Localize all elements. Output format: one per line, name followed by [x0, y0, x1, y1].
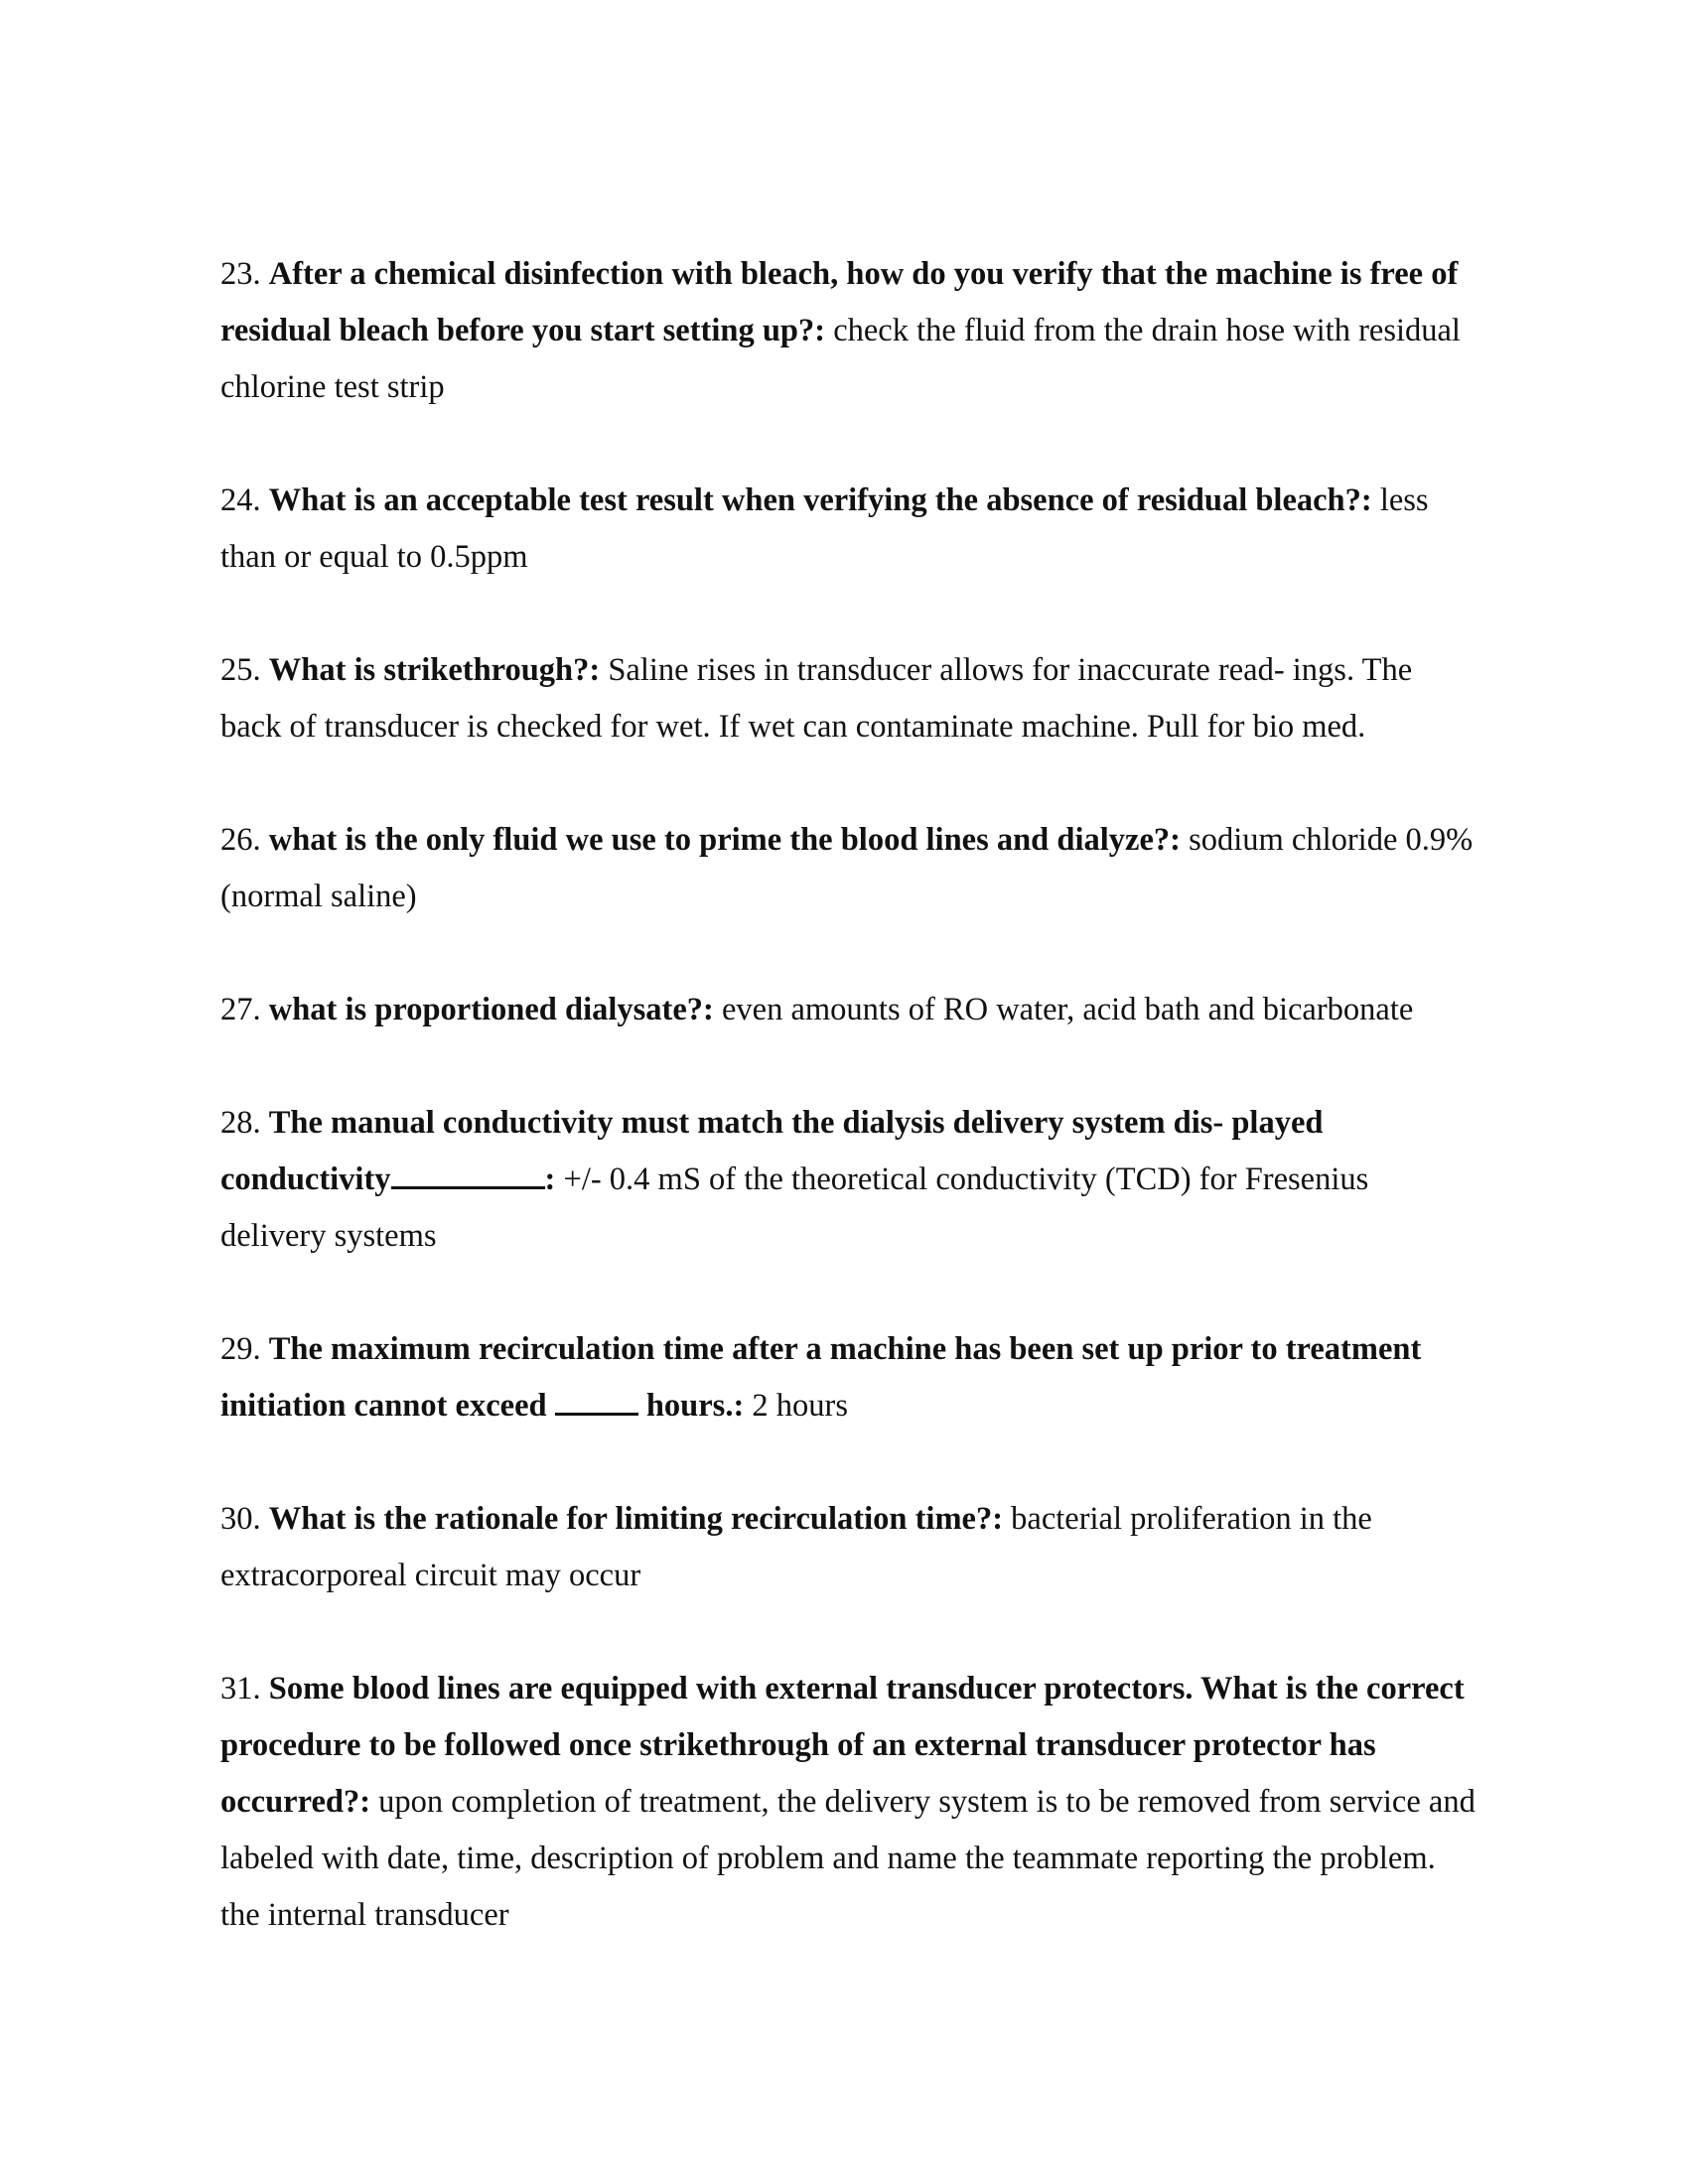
question-number: 25. — [220, 652, 261, 688]
answer-text: sodium chloride 0.9% (normal saline) — [220, 822, 1474, 914]
question-text-part1: The manual conductivity must match the dialysis delivery system dis- played conductivity — [220, 1105, 1324, 1197]
question-text-part1: The maximum recirculation time after a machine has been set up prior to treatment initiation cannot exceed — [220, 1331, 1422, 1424]
question-number: 29. — [220, 1331, 261, 1367]
qa-item-25 — [220, 642, 1479, 755]
question-text-part2: : — [544, 1161, 556, 1197]
qa-item-23 — [220, 246, 1479, 416]
question-text: what is the only fluid we use to prime the blood lines and dialyze?: — [268, 822, 1181, 858]
qa-item-24 — [220, 473, 1479, 586]
question-text: What is strikethrough?: — [268, 652, 601, 688]
qa-item-30 — [220, 1491, 1479, 1604]
question-number: 30. — [220, 1501, 261, 1537]
question-text: What is the rationale for limiting recirculation time?: — [268, 1501, 1004, 1537]
answer-text: Saline rises in transducer allows for inaccurate read- ings. The back of transducer is checked for wet. If wet can contaminate machine. Pull for bio med. — [220, 652, 1413, 745]
answer-text: less than or equal to 0.5ppm — [220, 482, 1429, 575]
document-page — [220, 246, 1479, 2000]
qa-item-26 — [220, 812, 1479, 925]
answer-text: check the fluid from the drain hose with residual chlorine test strip — [220, 313, 1461, 405]
question-number: 24. — [220, 482, 261, 518]
question-text-part2: hours.: — [645, 1388, 745, 1424]
qa-item-28 — [220, 1095, 1479, 1265]
question-number: 28. — [220, 1105, 261, 1141]
question-number: 31. — [220, 1671, 261, 1706]
fill-in-blank — [391, 1156, 545, 1189]
qa-item-27 — [220, 982, 1479, 1038]
answer-text: bacterial proliferation in the extracorporeal circuit may occur — [220, 1501, 1372, 1593]
answer-text: upon completion of treatment, the delivery system is to be removed from service and labeled with date, time, description of problem and name the teammate reporting the problem. the internal transducer — [220, 1784, 1476, 1933]
question-number: 27. — [220, 992, 261, 1027]
question-number: 26. — [220, 822, 261, 858]
question-text: After a chemical disinfection with bleach, how do you verify that the machine is free of residual bleach before you start setting up?: — [220, 256, 1459, 348]
answer-text: +/- 0.4 mS of the theoretical conductivity (TCD) for Fresenius delivery systems — [220, 1161, 1369, 1254]
answer-text: 2 hours — [752, 1388, 848, 1424]
question-text: what is proportioned dialysate?: — [268, 992, 714, 1027]
answer-text: even amounts of RO water, acid bath and bicarbonate — [722, 992, 1414, 1027]
question-number: 23. — [220, 256, 261, 292]
question-text: What is an acceptable test result when verifying the absence of residual bleach?: — [268, 482, 1372, 518]
qa-item-31 — [220, 1661, 1479, 1944]
fill-in-blank — [555, 1382, 638, 1416]
qa-item-29 — [220, 1321, 1479, 1434]
question-text: Some blood lines are equipped with external transducer protectors. What is the correct procedure to be followed once strikethrough of an external transducer protector has occurred?: — [220, 1671, 1465, 1820]
